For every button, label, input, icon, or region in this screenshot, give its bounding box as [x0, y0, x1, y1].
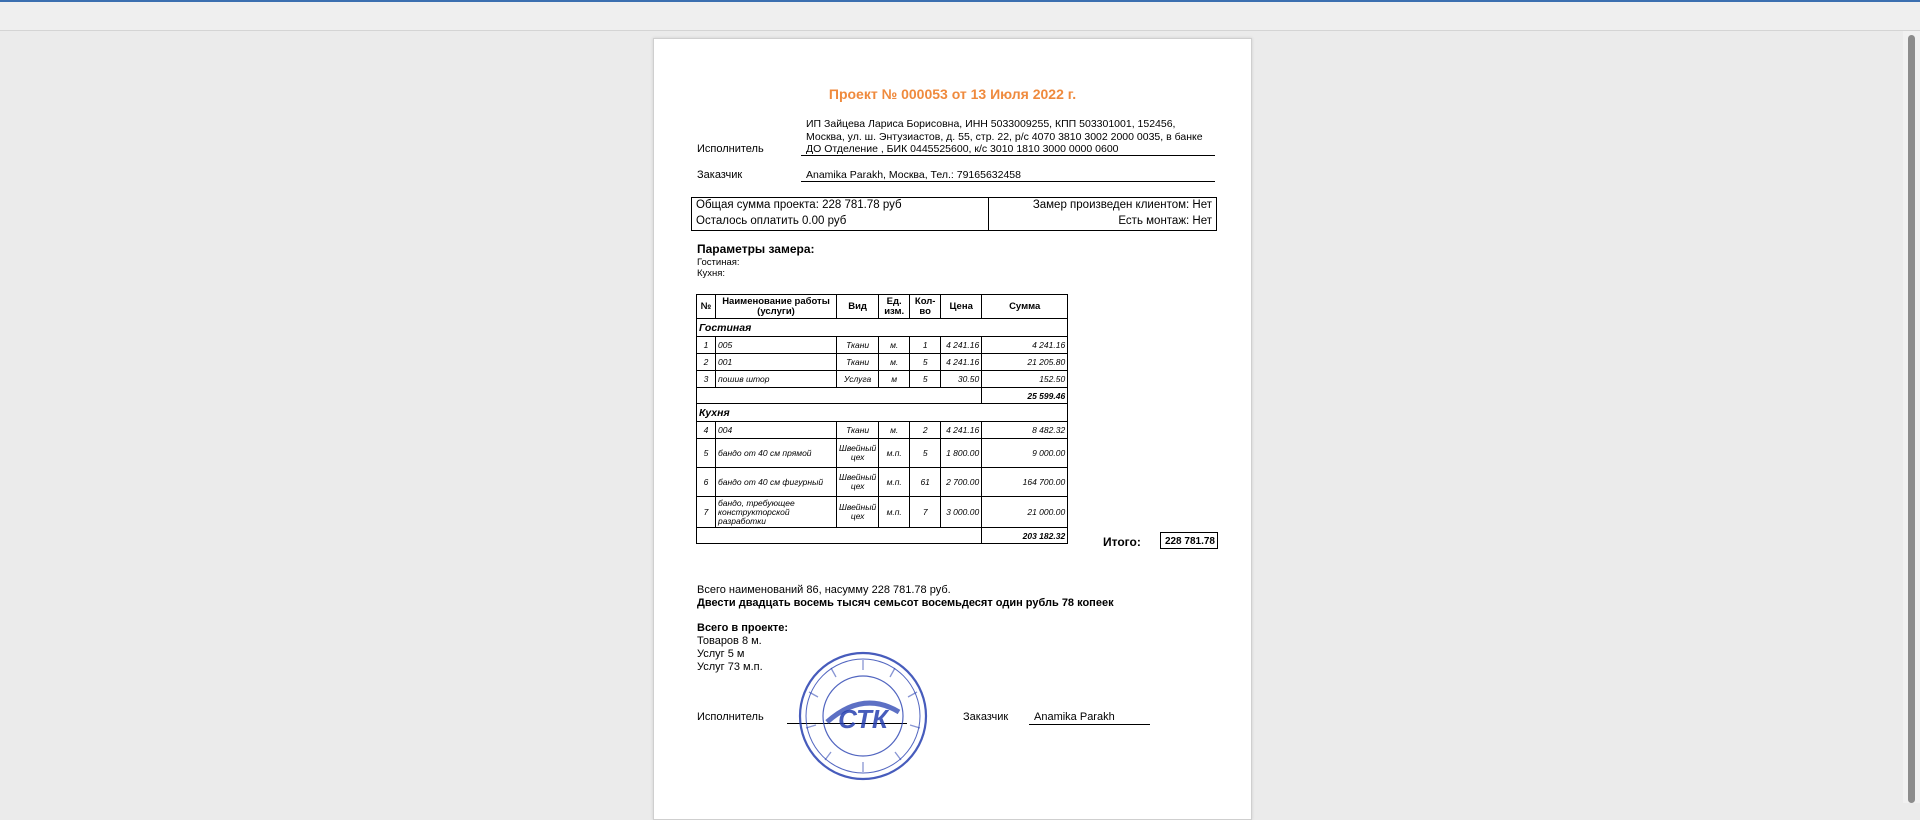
table-row	[697, 497, 1068, 528]
cell-kind: Швейный цех	[837, 497, 879, 528]
vertical-scrollbar[interactable]	[1903, 31, 1920, 803]
section-row	[697, 404, 1068, 422]
param-item: Гостиная:	[697, 257, 740, 268]
cell-kind: Ткани	[837, 337, 879, 354]
customer-underline	[801, 181, 1215, 182]
cell-sum: 8 482.32	[982, 422, 1068, 439]
scrollbar-thumb[interactable]	[1908, 35, 1915, 803]
sign-customer-label: Заказчик	[963, 711, 1009, 723]
cell-price: 1 800.00	[941, 439, 982, 468]
section-row	[697, 319, 1068, 337]
cell-unit: м.	[879, 422, 910, 439]
summary-measure: Замер произведен клиентом: Нет	[1032, 199, 1212, 211]
cell-name: 005	[716, 337, 837, 354]
cell-number: 2	[697, 354, 716, 371]
cell-sum: 9 000.00	[982, 439, 1068, 468]
in-project-item: Товаров 8 м.	[697, 635, 762, 647]
cell-unit: м	[879, 371, 910, 388]
executor-label: Исполнитель	[697, 143, 764, 155]
summary-total: Общая сумма проекта: 228 781.78 руб	[696, 199, 902, 211]
cell-number: 1	[697, 337, 716, 354]
table-row	[697, 422, 1068, 439]
cell-price: 3 000.00	[941, 497, 982, 528]
total-words: Двести двадцать восемь тысяч семьсот восемьдесят один рубль 78 копеек	[697, 597, 1114, 609]
section-name: Гостиная	[697, 319, 1068, 337]
subtotal-spacer	[697, 388, 982, 404]
table-row	[697, 439, 1068, 468]
document-page	[653, 38, 1252, 820]
cell-qty: 2	[910, 422, 941, 439]
cell-name: пошив штор	[716, 371, 837, 388]
subtotal-row	[697, 388, 1068, 404]
subtotal-value: 203 182.32	[982, 528, 1068, 544]
subtotal-value: 25 599.46	[982, 388, 1068, 404]
cell-qty: 5	[910, 439, 941, 468]
itogo-value: 228 781.78	[1160, 532, 1218, 549]
summary-box	[691, 197, 1217, 231]
sign-customer-line	[1029, 724, 1150, 725]
subtotal-spacer	[697, 528, 982, 544]
cell-unit: м.	[879, 337, 910, 354]
cell-qty: 1	[910, 337, 941, 354]
executor-value: ИП Зайцева Лариса Борисовна, ИНН 5033009255, КПП 503301001, 152456, Москва, ул. ш. Энтузиастов, д. 55, стр. 22, р/с 4070 3810 3002 2000 0035, в банке ДО Отделение , БИК 0445525600, к/с 3010 1810 3000 0000 0600	[806, 118, 1203, 155]
browser-toolbar	[0, 0, 1920, 31]
in-project-title: Всего в проекте:	[697, 622, 789, 634]
cell-sum: 4 241.16	[982, 337, 1068, 354]
cell-name: бандо от 40 см прямой	[716, 439, 837, 468]
cell-unit: м.п.	[879, 497, 910, 528]
cell-kind: Швейный цех	[837, 439, 879, 468]
cell-sum: 21 205.80	[982, 354, 1068, 371]
cell-sum: 21 000.00	[982, 497, 1068, 528]
cell-qty: 5	[910, 354, 941, 371]
cell-qty: 61	[910, 468, 941, 497]
cell-name: бандо от 40 см фигурный	[716, 468, 837, 497]
cell-kind: Ткани	[837, 354, 879, 371]
cell-unit: м.п.	[879, 468, 910, 497]
table-row	[697, 371, 1068, 388]
subtotal-row	[697, 528, 1068, 544]
col-header-number: №	[697, 295, 716, 319]
stamp-logo-text: СТК	[838, 704, 888, 734]
sign-customer-value: Anamika Parakh	[1034, 711, 1115, 723]
total-line: Всего наименований 86, насумму 228 781.78 руб.	[697, 584, 951, 596]
cell-price: 30.50	[941, 371, 982, 388]
customer-value: Anamika Parakh, Москва, Тел.: 79165632458	[806, 169, 1021, 181]
param-item: Кухня:	[697, 268, 726, 279]
customer-label: Заказчик	[697, 169, 743, 181]
cell-name: бандо, требующее конструкторской разработки	[716, 497, 837, 528]
cell-kind: Услуга	[837, 371, 879, 388]
summary-remaining: Осталось оплатить 0.00 руб	[696, 215, 847, 227]
col-header-unit: Ед. изм.	[879, 295, 910, 319]
cell-price: 2 700.00	[941, 468, 982, 497]
cell-number: 5	[697, 439, 716, 468]
in-project-item: Услуг 73 м.п.	[697, 661, 763, 673]
cell-qty: 7	[910, 497, 941, 528]
summary-divider	[988, 198, 989, 230]
cell-price: 4 241.16	[941, 422, 982, 439]
params-title: Параметры замера:	[697, 242, 815, 256]
cell-kind: Ткани	[837, 422, 879, 439]
cell-number: 6	[697, 468, 716, 497]
sign-executor-label: Исполнитель	[697, 711, 764, 723]
cell-price: 4 241.16	[941, 337, 982, 354]
section-name: Кухня	[697, 404, 1068, 422]
col-header-name: Наименование работы (услуги)	[716, 295, 837, 319]
cell-kind: Швейный цех	[837, 468, 879, 497]
table-row	[697, 468, 1068, 497]
cell-unit: м.п.	[879, 439, 910, 468]
company-stamp	[797, 650, 929, 782]
col-header-price: Цена	[941, 295, 982, 319]
cell-qty: 5	[910, 371, 941, 388]
cell-unit: м.	[879, 354, 910, 371]
executor-underline	[801, 155, 1215, 156]
table-row	[697, 354, 1068, 371]
col-header-sum: Сумма	[982, 295, 1068, 319]
summary-install: Есть монтаж: Нет	[1118, 215, 1212, 227]
document-title: Проект № 000053 от 13 Июля 2022 г.	[828, 86, 1077, 102]
cell-sum: 164 700.00	[982, 468, 1068, 497]
cell-price: 4 241.16	[941, 354, 982, 371]
cell-number: 4	[697, 422, 716, 439]
table-row	[697, 337, 1068, 354]
col-header-qty: Кол-во	[910, 295, 941, 319]
cell-number: 3	[697, 371, 716, 388]
items-table	[696, 294, 1068, 544]
cell-sum: 152.50	[982, 371, 1068, 388]
cell-name: 001	[716, 354, 837, 371]
col-header-kind: Вид	[837, 295, 879, 319]
cell-name: 004	[716, 422, 837, 439]
table-header-row	[697, 295, 1068, 319]
cell-number: 7	[697, 497, 716, 528]
itogo-label: Итого:	[1103, 535, 1141, 549]
in-project-item: Услуг 5 м	[697, 648, 745, 660]
